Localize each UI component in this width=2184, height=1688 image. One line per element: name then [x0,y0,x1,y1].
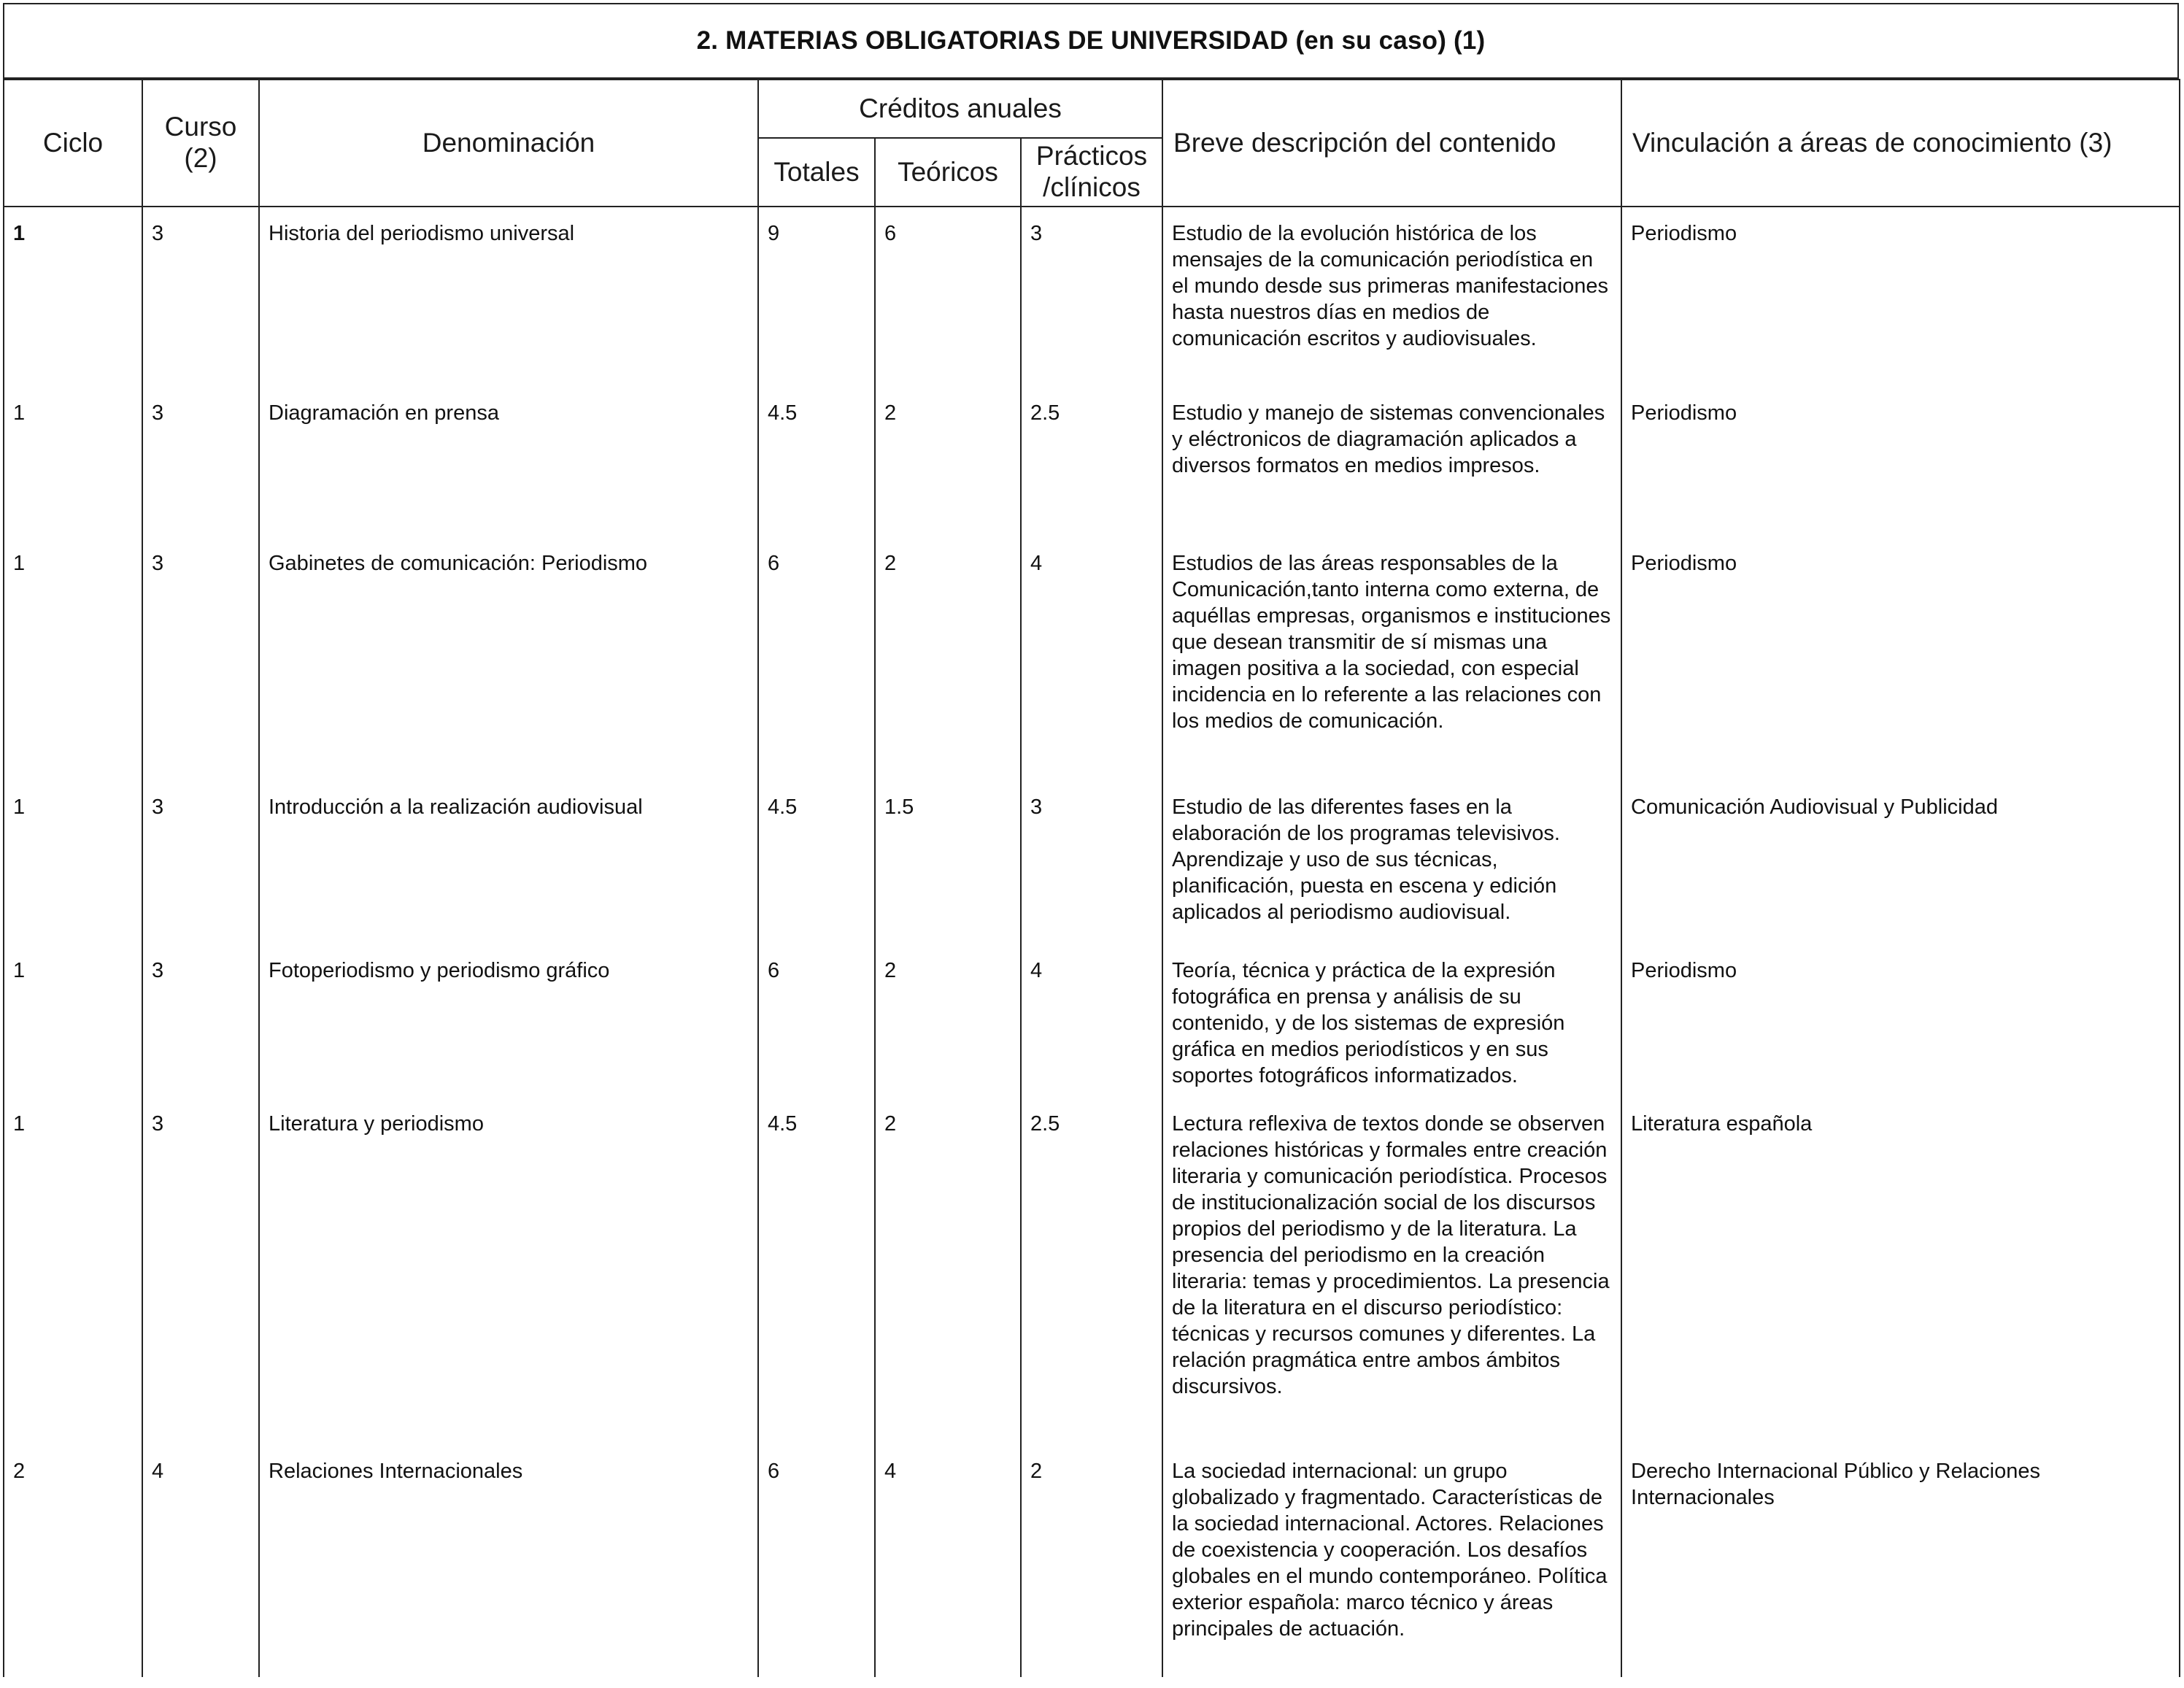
cell-denominacion: Diagramación en prensa [259,387,758,537]
header-ciclo: Ciclo [4,80,142,207]
cell-vinculacion: Periodismo [1621,537,2180,781]
table-title: 2. MATERIAS OBLIGATORIAS DE UNIVERSIDAD (en su caso) (1) [3,3,2179,79]
cell-descripcion: Lectura reflexiva de textos donde se observen relaciones históricas y formales entre creación literaria y comunicación periodística. Procesos de institucionalización social de los discursos propios del periodismo y de la literatura. La presencia del periodismo en la creación literaria: temas y procedimientos. La presencia de la literatura en el discurso periodístico: técnicas y recursos comunes y diferentes. La relación pragmática entre ambos ámbitos discursivos. [1162,1098,1621,1445]
cell-denominacion: Fotoperiodismo y periodismo gráfico [259,944,758,1098]
cell-practicos: 4 [1021,537,1162,781]
cell-practicos: 2.5 [1021,387,1162,537]
cell-denominacion: Gabinetes de comunicación: Periodismo [259,537,758,781]
cell-practicos: 4 [1021,944,1162,1098]
cell-teoricos: 2 [875,387,1021,537]
header-creditos-anuales: Créditos anuales [758,80,1162,138]
cell-denominacion: Relaciones Internacionales [259,1445,758,1677]
cell-teoricos: 1.5 [875,781,1021,944]
cell-curso: 3 [142,387,259,537]
cell-totales: 4.5 [758,781,875,944]
cell-ciclo: 1 [4,1098,142,1445]
cell-descripcion: Estudio de las diferentes fases en la elaboración de los programas televisivos. Aprendizaje y uso de sus técnicas, planificación, puesta en escena y edición aplicados al periodismo audiovisual. [1162,781,1621,944]
cell-denominacion: Literatura y periodismo [259,1098,758,1445]
cell-practicos: 2.5 [1021,1098,1162,1445]
table-row [4,537,2180,781]
cell-ciclo: 1 [4,387,142,537]
header-curso-line2: (2) [184,143,217,173]
cell-totales: 6 [758,1445,875,1677]
cell-descripcion: Teoría, técnica y práctica de la expresión fotográfica en prensa y análisis de su contenido, y de los sistemas de expresión gráfica en medios periodísticos y en sus soportes fotográficos informatizados. [1162,944,1621,1098]
header-curso-line1: Curso [164,112,237,142]
cell-vinculacion: Comunicación Audiovisual y Publicidad [1621,781,2180,944]
cell-totales: 6 [758,537,875,781]
cell-teoricos: 2 [875,537,1021,781]
cell-vinculacion: Periodismo [1621,944,2180,1098]
cell-descripcion: La sociedad internacional: un grupo globalizado y fragmentado. Características de la sociedad internacional. Actores. Relaciones de coexistencia y cooperación. Los desafíos globales en el mundo contemporáneo. Política exterior española: marco técnico y áreas principales de actuación. [1162,1445,1621,1677]
header-descripcion: Breve descripción del contenido [1162,80,1621,207]
cell-vinculacion: Literatura española [1621,1098,2180,1445]
cell-descripcion: Estudios de las áreas responsables de la Comunicación,tanto interna como externa, de aquéllas empresas, organismos e instituciones que desean transmitir de sí mismas una imagen positiva a la sociedad, con especial incidencia en lo referente a las relaciones con los medios de comunicación. [1162,537,1621,781]
cell-curso: 3 [142,944,259,1098]
cell-vinculacion: Derecho Internacional Público y Relaciones Internacionales [1621,1445,2180,1677]
cell-totales: 4.5 [758,387,875,537]
header-vinculacion: Vinculación a áreas de conocimiento (3) [1621,80,2180,207]
cell-ciclo: 1 [4,781,142,944]
cell-ciclo: 1 [4,207,142,387]
cell-practicos: 3 [1021,207,1162,387]
cell-curso: 3 [142,1098,259,1445]
header-curso [142,80,259,207]
cell-teoricos: 2 [875,944,1021,1098]
header-practicos-line1: Prácticos [1035,141,1148,172]
cell-descripcion: Estudio y manejo de sistemas convencionales y eléctronicos de diagramación aplicados a diversos formatos en medios impresos. [1162,387,1621,537]
cell-teoricos: 4 [875,1445,1021,1677]
header-practicos-line2: /clínicos [1043,172,1141,202]
cell-teoricos: 6 [875,207,1021,387]
cell-ciclo: 1 [4,537,142,781]
cell-totales: 4.5 [758,1098,875,1445]
table-row [4,944,2180,1098]
cell-ciclo: 2 [4,1445,142,1677]
cell-vinculacion: Periodismo [1621,387,2180,537]
cell-vinculacion: Periodismo [1621,207,2180,387]
header-totales: Totales [758,138,875,207]
cell-descripcion: Estudio de la evolución histórica de los mensajes de la comunicación periodística en el mundo desde sus primeras manifestaciones hasta nuestros días en medios de comunicación escritos y audiovisuales. [1162,207,1621,387]
cell-denominacion: Introducción a la realización audiovisual [259,781,758,944]
cell-curso: 3 [142,537,259,781]
table-row [4,207,2180,387]
header-practicos [1021,138,1162,207]
table-row [4,1098,2180,1445]
cell-curso: 3 [142,781,259,944]
cell-totales: 6 [758,944,875,1098]
cell-totales: 9 [758,207,875,387]
table-row [4,781,2180,944]
table-row [4,1445,2180,1677]
header-teoricos: Teóricos [875,138,1021,207]
table-row [4,387,2180,537]
cell-denominacion: Historia del periodismo universal [259,207,758,387]
cell-practicos: 3 [1021,781,1162,944]
cell-teoricos: 2 [875,1098,1021,1445]
cell-ciclo: 1 [4,944,142,1098]
cell-curso: 3 [142,207,259,387]
cell-practicos: 2 [1021,1445,1162,1677]
subjects-table [3,79,2180,1677]
cell-curso: 4 [142,1445,259,1677]
header-denominacion: Denominación [259,80,758,207]
